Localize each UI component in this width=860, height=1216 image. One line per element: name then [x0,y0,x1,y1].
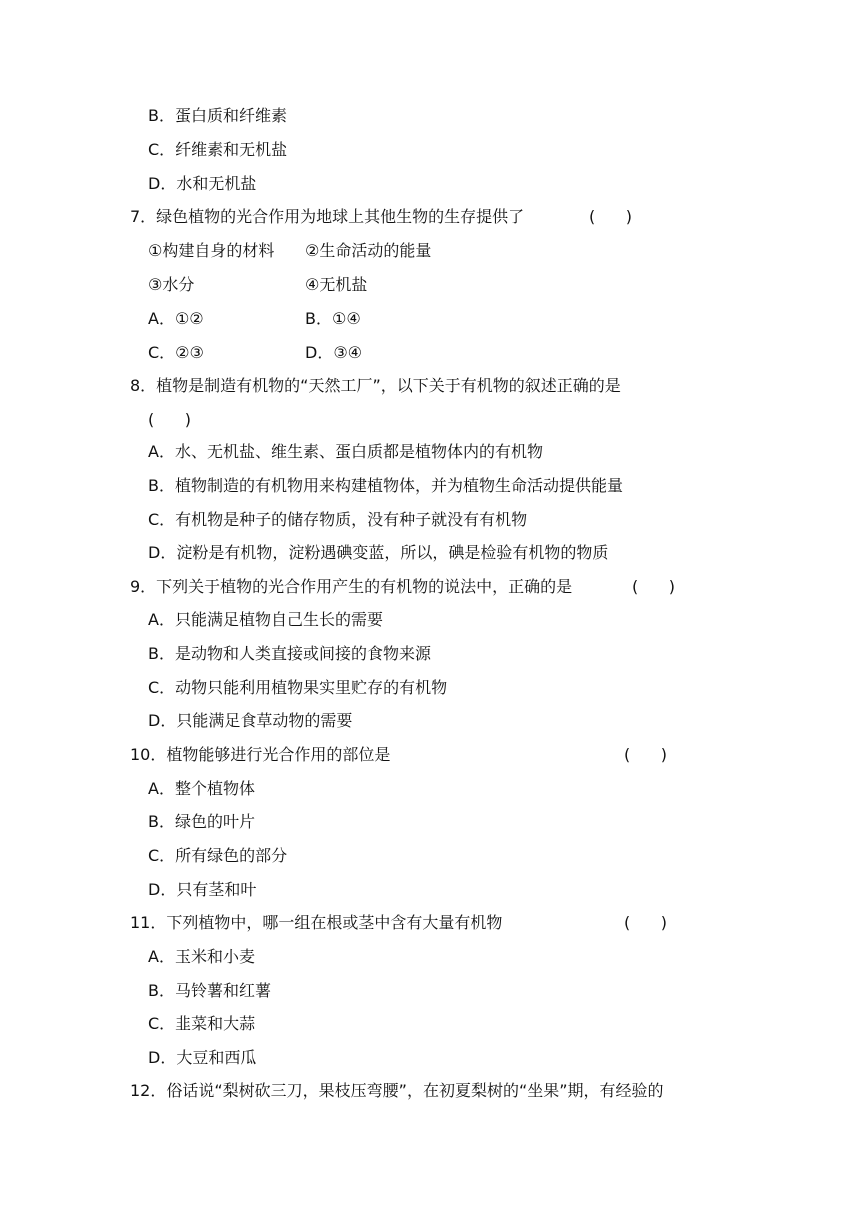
q12-stem: 12．俗话说“梨树砍三刀，果枝压弯腰”，在初夏梨树的“坐果”期，有经验的 [130,1081,664,1100]
q8-option-d: D．淀粉是有机物，淀粉遇碘变蓝，所以，碘是检验有机物的物质 [148,543,609,562]
q10-option-a: A．整个植物体 [148,779,255,798]
q9-option-a: A．只能满足植物自己生长的需要 [148,610,383,629]
q10-option-d: D．只有茎和叶 [148,880,257,899]
q9-stem: 9．下列关于植物的光合作用产生的有机物的说法中，正确的是 [130,577,573,596]
q11-option-d: D．大豆和西瓜 [148,1048,257,1067]
q10-option-c: C．所有绿色的部分 [148,846,288,865]
q7-option-d: D．③④ [305,343,363,362]
q7-item-4: ④无机盐 [305,275,368,294]
q7-answer-paren: ( ) [589,207,632,226]
q11-answer-paren: ( ) [624,913,667,932]
q9-option-b: B．是动物和人类直接或间接的食物来源 [148,644,431,663]
q7-option-c: C．②③ [148,343,204,362]
q6-option-c: C．纤维素和无机盐 [148,140,288,159]
q7-option-a: A．①② [148,309,204,328]
q8-option-b: B．植物制造的有机物用来构建植物体，并为植物生命活动提供能量 [148,476,623,495]
q7-item-3: ③水分 [148,275,195,294]
q8-stem: 8．植物是制造有机物的“天然工厂”，以下关于有机物的叙述正确的是 [130,376,621,395]
q7-item-1: ①构建自身的材料 [148,241,275,260]
q9-option-c: C．动物只能利用植物果实里贮存的有机物 [148,678,448,697]
q9-option-d: D．只能满足食草动物的需要 [148,711,353,730]
q8-option-c: C．有机物是种子的储存物质，没有种子就没有有机物 [148,510,528,529]
q11-option-b: B．马铃薯和红薯 [148,981,271,1000]
q10-stem: 10．植物能够进行光合作用的部位是 [130,745,391,764]
q9-answer-paren: ( ) [632,577,675,596]
q8-option-a: A．水、无机盐、维生素、蛋白质都是植物体内的有机物 [148,442,543,461]
q6-option-d: D．水和无机盐 [148,174,257,193]
q11-option-c: C．韭菜和大蒜 [148,1014,256,1033]
q11-option-a: A．玉米和小麦 [148,947,255,966]
q11-stem: 11．下列植物中，哪一组在根或茎中含有大量有机物 [130,913,503,932]
q8-answer-paren: ( ) [148,410,191,429]
q6-option-b: B．蛋白质和纤维素 [148,106,287,125]
q10-answer-paren: ( ) [624,745,667,764]
q10-option-b: B．绿色的叶片 [148,812,255,831]
q7-stem: 7．绿色植物的光合作用为地球上其他生物的生存提供了 [130,207,525,226]
q7-option-b: B．①④ [305,309,361,328]
q7-item-2: ②生命活动的能量 [305,241,432,260]
